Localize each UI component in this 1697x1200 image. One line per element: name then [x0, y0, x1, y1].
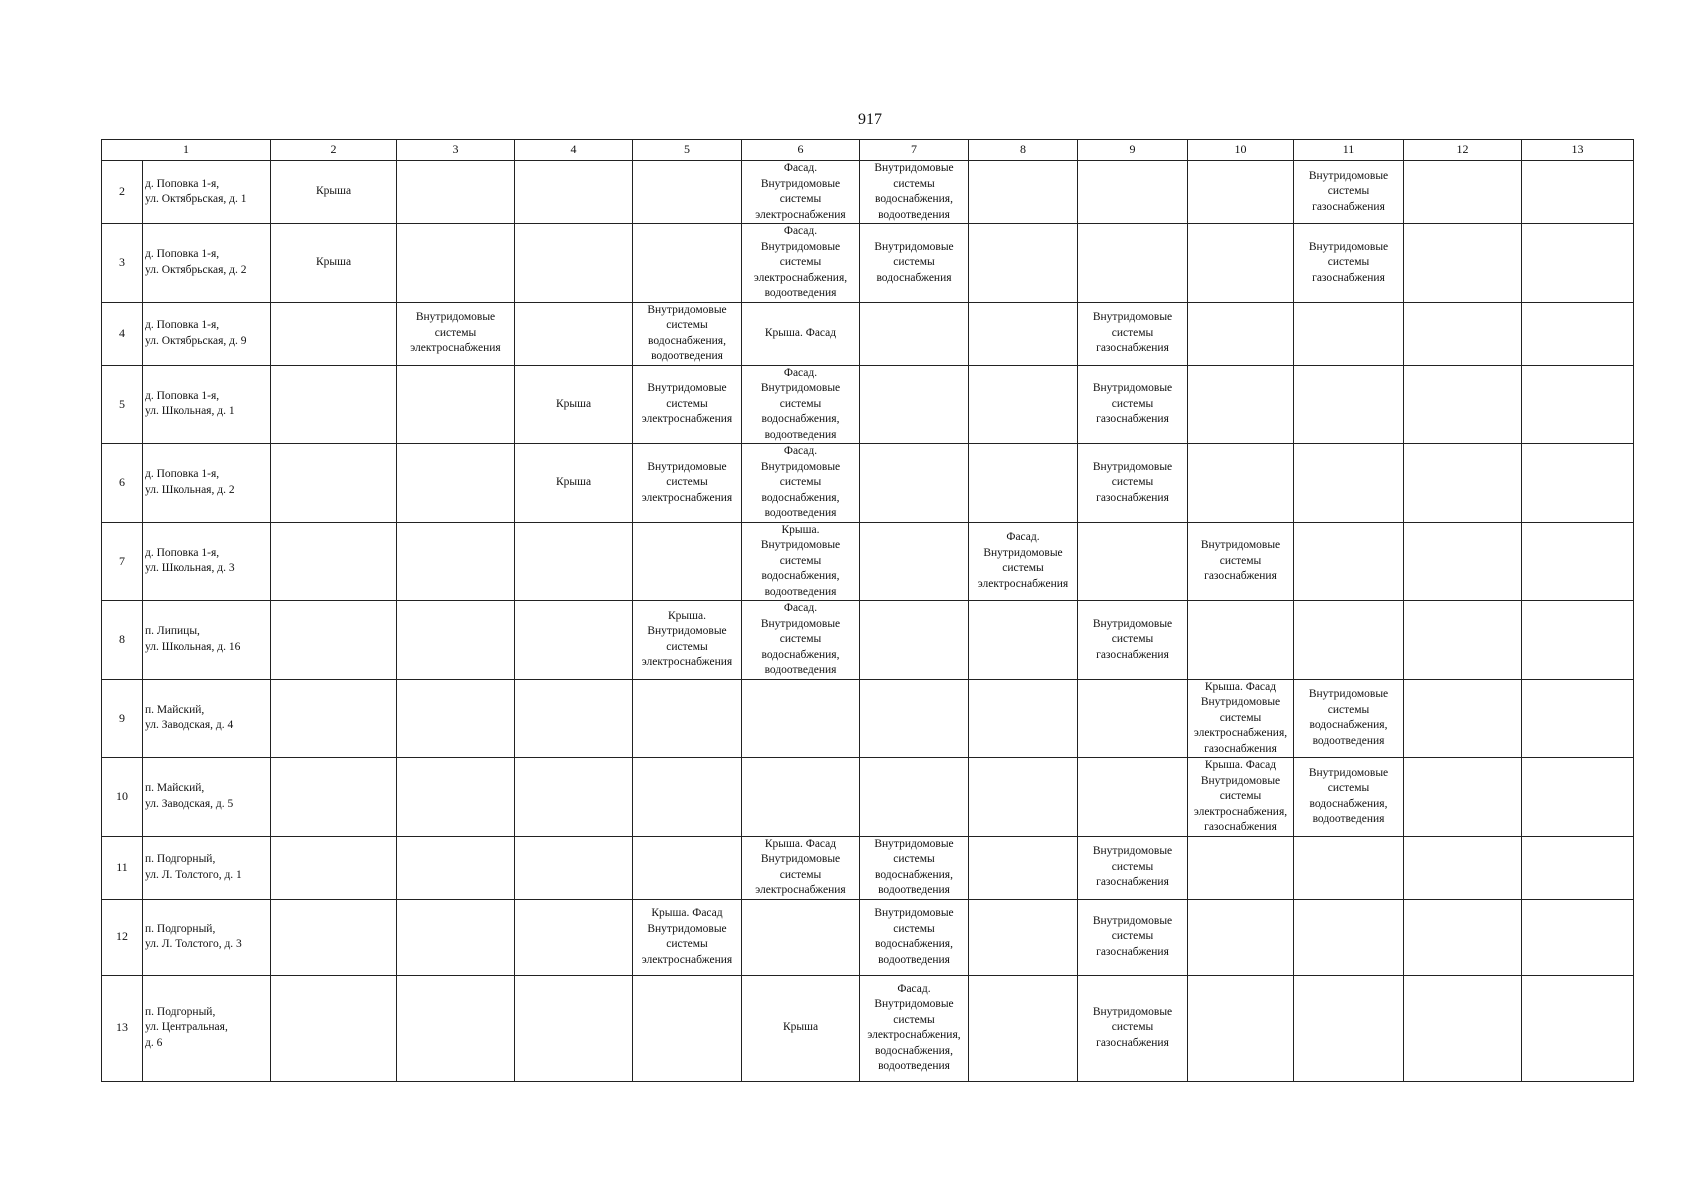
work-cell-col-4 — [515, 601, 633, 680]
work-cell-col-4: Крыша — [515, 444, 633, 523]
work-cell-col-4 — [515, 975, 633, 1081]
row-number: 2 — [102, 161, 143, 224]
table-row — [102, 302, 1634, 365]
work-cell-col-10 — [1188, 161, 1294, 224]
work-cell-col-8 — [969, 758, 1078, 837]
table-row — [102, 522, 1634, 601]
row-number: 8 — [102, 601, 143, 680]
work-cell-col-7 — [860, 601, 969, 680]
work-cell-col-5: Крыша. Фасад Внутридомовые системы электроснабжения — [633, 899, 742, 975]
work-cell-col-9: Внутридомовые системы газоснабжения — [1078, 899, 1188, 975]
work-cell-col-11 — [1294, 601, 1404, 680]
work-cell-col-5 — [633, 522, 742, 601]
work-cell-col-4: Крыша — [515, 365, 633, 444]
work-cell-col-12 — [1404, 444, 1522, 523]
work-cell-col-6: Крыша — [742, 975, 860, 1081]
work-cell-col-7: Внутридомовые системы водоснабжения, водоотведения — [860, 161, 969, 224]
work-cell-col-3 — [397, 444, 515, 523]
work-cell-col-7 — [860, 758, 969, 837]
work-cell-col-13 — [1522, 224, 1634, 303]
work-cell-col-5 — [633, 224, 742, 303]
work-cell-col-8 — [969, 161, 1078, 224]
work-cell-col-11 — [1294, 365, 1404, 444]
address-cell: п. Майский, ул. Заводская, д. 5 — [143, 758, 271, 837]
column-header-2: 2 — [271, 140, 397, 161]
work-cell-col-10 — [1188, 444, 1294, 523]
work-cell-col-13 — [1522, 836, 1634, 899]
work-cell-col-11: Внутридомовые системы водоснабжения, водоотведения — [1294, 679, 1404, 758]
column-header-4: 4 — [515, 140, 633, 161]
column-header-8: 8 — [969, 140, 1078, 161]
work-cell-col-11 — [1294, 444, 1404, 523]
work-cell-col-7: Внутридомовые системы водоснабжения, водоотведения — [860, 836, 969, 899]
work-cell-col-13 — [1522, 758, 1634, 837]
work-cell-col-5: Внутридомовые системы электроснабжения — [633, 365, 742, 444]
schedule-table — [101, 139, 1634, 1082]
work-cell-col-6: Фасад. Внутридомовые системы водоснабжения, водоотведения — [742, 601, 860, 680]
work-cell-col-3 — [397, 522, 515, 601]
work-cell-col-12 — [1404, 899, 1522, 975]
work-cell-col-5 — [633, 758, 742, 837]
address-cell: п. Подгорный, ул. Л. Толстого, д. 3 — [143, 899, 271, 975]
work-cell-col-6 — [742, 679, 860, 758]
row-number: 13 — [102, 975, 143, 1081]
work-cell-col-2: Крыша — [271, 161, 397, 224]
column-header-7: 7 — [860, 140, 969, 161]
work-cell-col-10 — [1188, 899, 1294, 975]
table-row — [102, 365, 1634, 444]
page-number: 917 — [858, 111, 882, 128]
work-cell-col-3 — [397, 224, 515, 303]
table-row — [102, 975, 1634, 1081]
work-cell-col-4 — [515, 302, 633, 365]
row-number: 11 — [102, 836, 143, 899]
work-cell-col-4 — [515, 224, 633, 303]
address-cell: д. Поповка 1-я, ул. Октябрьская, д. 1 — [143, 161, 271, 224]
column-header-11: 11 — [1294, 140, 1404, 161]
work-cell-col-9 — [1078, 758, 1188, 837]
work-cell-col-12 — [1404, 224, 1522, 303]
work-cell-col-4 — [515, 161, 633, 224]
work-cell-col-9: Внутридомовые системы газоснабжения — [1078, 365, 1188, 444]
column-header-1: 1 — [102, 140, 271, 161]
table-row — [102, 601, 1634, 680]
work-cell-col-11: Внутридомовые системы газоснабжения — [1294, 161, 1404, 224]
work-cell-col-3 — [397, 365, 515, 444]
work-cell-col-7 — [860, 679, 969, 758]
work-cell-col-13 — [1522, 679, 1634, 758]
work-cell-col-11 — [1294, 302, 1404, 365]
work-cell-col-5 — [633, 679, 742, 758]
table-row — [102, 161, 1634, 224]
table-header — [102, 140, 1634, 161]
work-cell-col-7 — [860, 302, 969, 365]
work-cell-col-12 — [1404, 302, 1522, 365]
work-cell-col-9 — [1078, 522, 1188, 601]
table-row — [102, 758, 1634, 837]
work-cell-col-6: Крыша. Фасад Внутридомовые системы электроснабжения — [742, 836, 860, 899]
work-cell-col-3 — [397, 836, 515, 899]
row-number: 9 — [102, 679, 143, 758]
work-cell-col-9 — [1078, 679, 1188, 758]
work-cell-col-3 — [397, 975, 515, 1081]
work-cell-col-6: Фасад. Внутридомовые системы электроснабжения, водоотведения — [742, 224, 860, 303]
work-cell-col-5 — [633, 836, 742, 899]
table-row — [102, 444, 1634, 523]
work-cell-col-3 — [397, 601, 515, 680]
row-number: 12 — [102, 899, 143, 975]
address-cell: д. Поповка 1-я, ул. Октябрьская, д. 9 — [143, 302, 271, 365]
work-cell-col-6: Крыша. Внутридомовые системы водоснабжения, водоотведения — [742, 522, 860, 601]
work-cell-col-3: Внутридомовые системы электроснабжения — [397, 302, 515, 365]
work-cell-col-8 — [969, 899, 1078, 975]
address-cell: д. Поповка 1-я, ул. Школьная, д. 2 — [143, 444, 271, 523]
work-cell-col-6: Фасад. Внутридомовые системы электроснабжения — [742, 161, 860, 224]
work-cell-col-10 — [1188, 975, 1294, 1081]
work-cell-col-13 — [1522, 161, 1634, 224]
work-cell-col-10 — [1188, 601, 1294, 680]
work-cell-col-4 — [515, 758, 633, 837]
work-cell-col-13 — [1522, 601, 1634, 680]
work-cell-col-4 — [515, 899, 633, 975]
work-cell-col-8 — [969, 836, 1078, 899]
work-cell-col-12 — [1404, 601, 1522, 680]
table-row — [102, 836, 1634, 899]
work-cell-col-2: Крыша — [271, 224, 397, 303]
work-cell-col-3 — [397, 758, 515, 837]
work-cell-col-8 — [969, 365, 1078, 444]
work-cell-col-9: Внутридомовые системы газоснабжения — [1078, 302, 1188, 365]
work-cell-col-8: Фасад. Внутридомовые системы электроснабжения — [969, 522, 1078, 601]
work-cell-col-11 — [1294, 975, 1404, 1081]
row-number: 5 — [102, 365, 143, 444]
work-cell-col-10 — [1188, 302, 1294, 365]
work-cell-col-9: Внутридомовые системы газоснабжения — [1078, 601, 1188, 680]
work-cell-col-2 — [271, 758, 397, 837]
work-cell-col-9: Внутридомовые системы газоснабжения — [1078, 444, 1188, 523]
work-cell-col-11 — [1294, 522, 1404, 601]
work-cell-col-12 — [1404, 365, 1522, 444]
work-cell-col-12 — [1404, 836, 1522, 899]
column-header-9: 9 — [1078, 140, 1188, 161]
work-cell-col-9: Внутридомовые системы газоснабжения — [1078, 975, 1188, 1081]
work-cell-col-12 — [1404, 522, 1522, 601]
work-cell-col-8 — [969, 601, 1078, 680]
work-cell-col-3 — [397, 899, 515, 975]
work-cell-col-2 — [271, 365, 397, 444]
work-cell-col-5: Внутридомовые системы электроснабжения — [633, 444, 742, 523]
work-cell-col-2 — [271, 444, 397, 523]
work-cell-col-7 — [860, 365, 969, 444]
work-cell-col-2 — [271, 302, 397, 365]
work-cell-col-5: Внутридомовые системы водоснабжения, водоотведения — [633, 302, 742, 365]
column-header-6: 6 — [742, 140, 860, 161]
address-cell: д. Поповка 1-я, ул. Школьная, д. 1 — [143, 365, 271, 444]
work-cell-col-13 — [1522, 365, 1634, 444]
work-cell-col-11 — [1294, 899, 1404, 975]
work-cell-col-5 — [633, 161, 742, 224]
row-number: 10 — [102, 758, 143, 837]
work-cell-col-12 — [1404, 975, 1522, 1081]
work-cell-col-7: Фасад. Внутридомовые системы электроснабжения, водоснабжения, водоотведения — [860, 975, 969, 1081]
work-cell-col-10 — [1188, 836, 1294, 899]
work-cell-col-7: Внутридомовые системы водоснабжения, водоотведения — [860, 899, 969, 975]
work-cell-col-13 — [1522, 522, 1634, 601]
work-cell-col-8 — [969, 975, 1078, 1081]
work-cell-col-2 — [271, 679, 397, 758]
work-cell-col-13 — [1522, 302, 1634, 365]
work-cell-col-11 — [1294, 836, 1404, 899]
work-cell-col-7 — [860, 444, 969, 523]
column-header-3: 3 — [397, 140, 515, 161]
work-cell-col-3 — [397, 161, 515, 224]
work-cell-col-4 — [515, 679, 633, 758]
work-cell-col-5: Крыша. Внутридомовые системы электроснабжения — [633, 601, 742, 680]
work-cell-col-10: Внутридомовые системы газоснабжения — [1188, 522, 1294, 601]
row-number: 4 — [102, 302, 143, 365]
work-cell-col-3 — [397, 679, 515, 758]
table-row — [102, 899, 1634, 975]
column-header-12: 12 — [1404, 140, 1522, 161]
column-header-13: 13 — [1522, 140, 1634, 161]
work-cell-col-10: Крыша. Фасад Внутридомовые системы электроснабжения, газоснабжения — [1188, 758, 1294, 837]
work-cell-col-10 — [1188, 365, 1294, 444]
table-row — [102, 679, 1634, 758]
work-cell-col-13 — [1522, 444, 1634, 523]
work-cell-col-8 — [969, 444, 1078, 523]
work-cell-col-9 — [1078, 224, 1188, 303]
work-cell-col-6: Фасад. Внутридомовые системы водоснабжения, водоотведения — [742, 365, 860, 444]
work-cell-col-2 — [271, 601, 397, 680]
address-cell: п. Подгорный, ул. Центральная, д. 6 — [143, 975, 271, 1081]
address-cell: п. Липицы, ул. Школьная, д. 16 — [143, 601, 271, 680]
header-row — [102, 140, 1634, 161]
work-cell-col-12 — [1404, 679, 1522, 758]
work-cell-col-6: Крыша. Фасад — [742, 302, 860, 365]
work-cell-col-4 — [515, 522, 633, 601]
work-cell-col-6: Фасад. Внутридомовые системы водоснабжения, водоотведения — [742, 444, 860, 523]
work-cell-col-13 — [1522, 899, 1634, 975]
address-cell: д. Поповка 1-я, ул. Октябрьская, д. 2 — [143, 224, 271, 303]
work-cell-col-8 — [969, 302, 1078, 365]
table-body — [102, 161, 1634, 1082]
work-cell-col-6 — [742, 899, 860, 975]
row-number: 7 — [102, 522, 143, 601]
row-number: 3 — [102, 224, 143, 303]
work-cell-col-11: Внутридомовые системы водоснабжения, водоотведения — [1294, 758, 1404, 837]
work-cell-col-10: Крыша. Фасад Внутридомовые системы электроснабжения, газоснабжения — [1188, 679, 1294, 758]
work-cell-col-12 — [1404, 758, 1522, 837]
work-cell-col-8 — [969, 224, 1078, 303]
address-cell: п. Подгорный, ул. Л. Толстого, д. 1 — [143, 836, 271, 899]
work-cell-col-7 — [860, 522, 969, 601]
address-cell: д. Поповка 1-я, ул. Школьная, д. 3 — [143, 522, 271, 601]
address-cell: п. Майский, ул. Заводская, д. 4 — [143, 679, 271, 758]
work-cell-col-13 — [1522, 975, 1634, 1081]
work-cell-col-4 — [515, 836, 633, 899]
work-cell-col-11: Внутридомовые системы газоснабжения — [1294, 224, 1404, 303]
work-cell-col-2 — [271, 836, 397, 899]
work-cell-col-5 — [633, 975, 742, 1081]
work-cell-col-9: Внутридомовые системы газоснабжения — [1078, 836, 1188, 899]
work-cell-col-2 — [271, 522, 397, 601]
row-number: 6 — [102, 444, 143, 523]
work-cell-col-8 — [969, 679, 1078, 758]
table-row — [102, 224, 1634, 303]
work-cell-col-6 — [742, 758, 860, 837]
column-header-5: 5 — [633, 140, 742, 161]
work-cell-col-10 — [1188, 224, 1294, 303]
column-header-10: 10 — [1188, 140, 1294, 161]
work-cell-col-2 — [271, 899, 397, 975]
work-cell-col-9 — [1078, 161, 1188, 224]
work-cell-col-2 — [271, 975, 397, 1081]
work-cell-col-7: Внутридомовые системы водоснабжения — [860, 224, 969, 303]
work-cell-col-12 — [1404, 161, 1522, 224]
